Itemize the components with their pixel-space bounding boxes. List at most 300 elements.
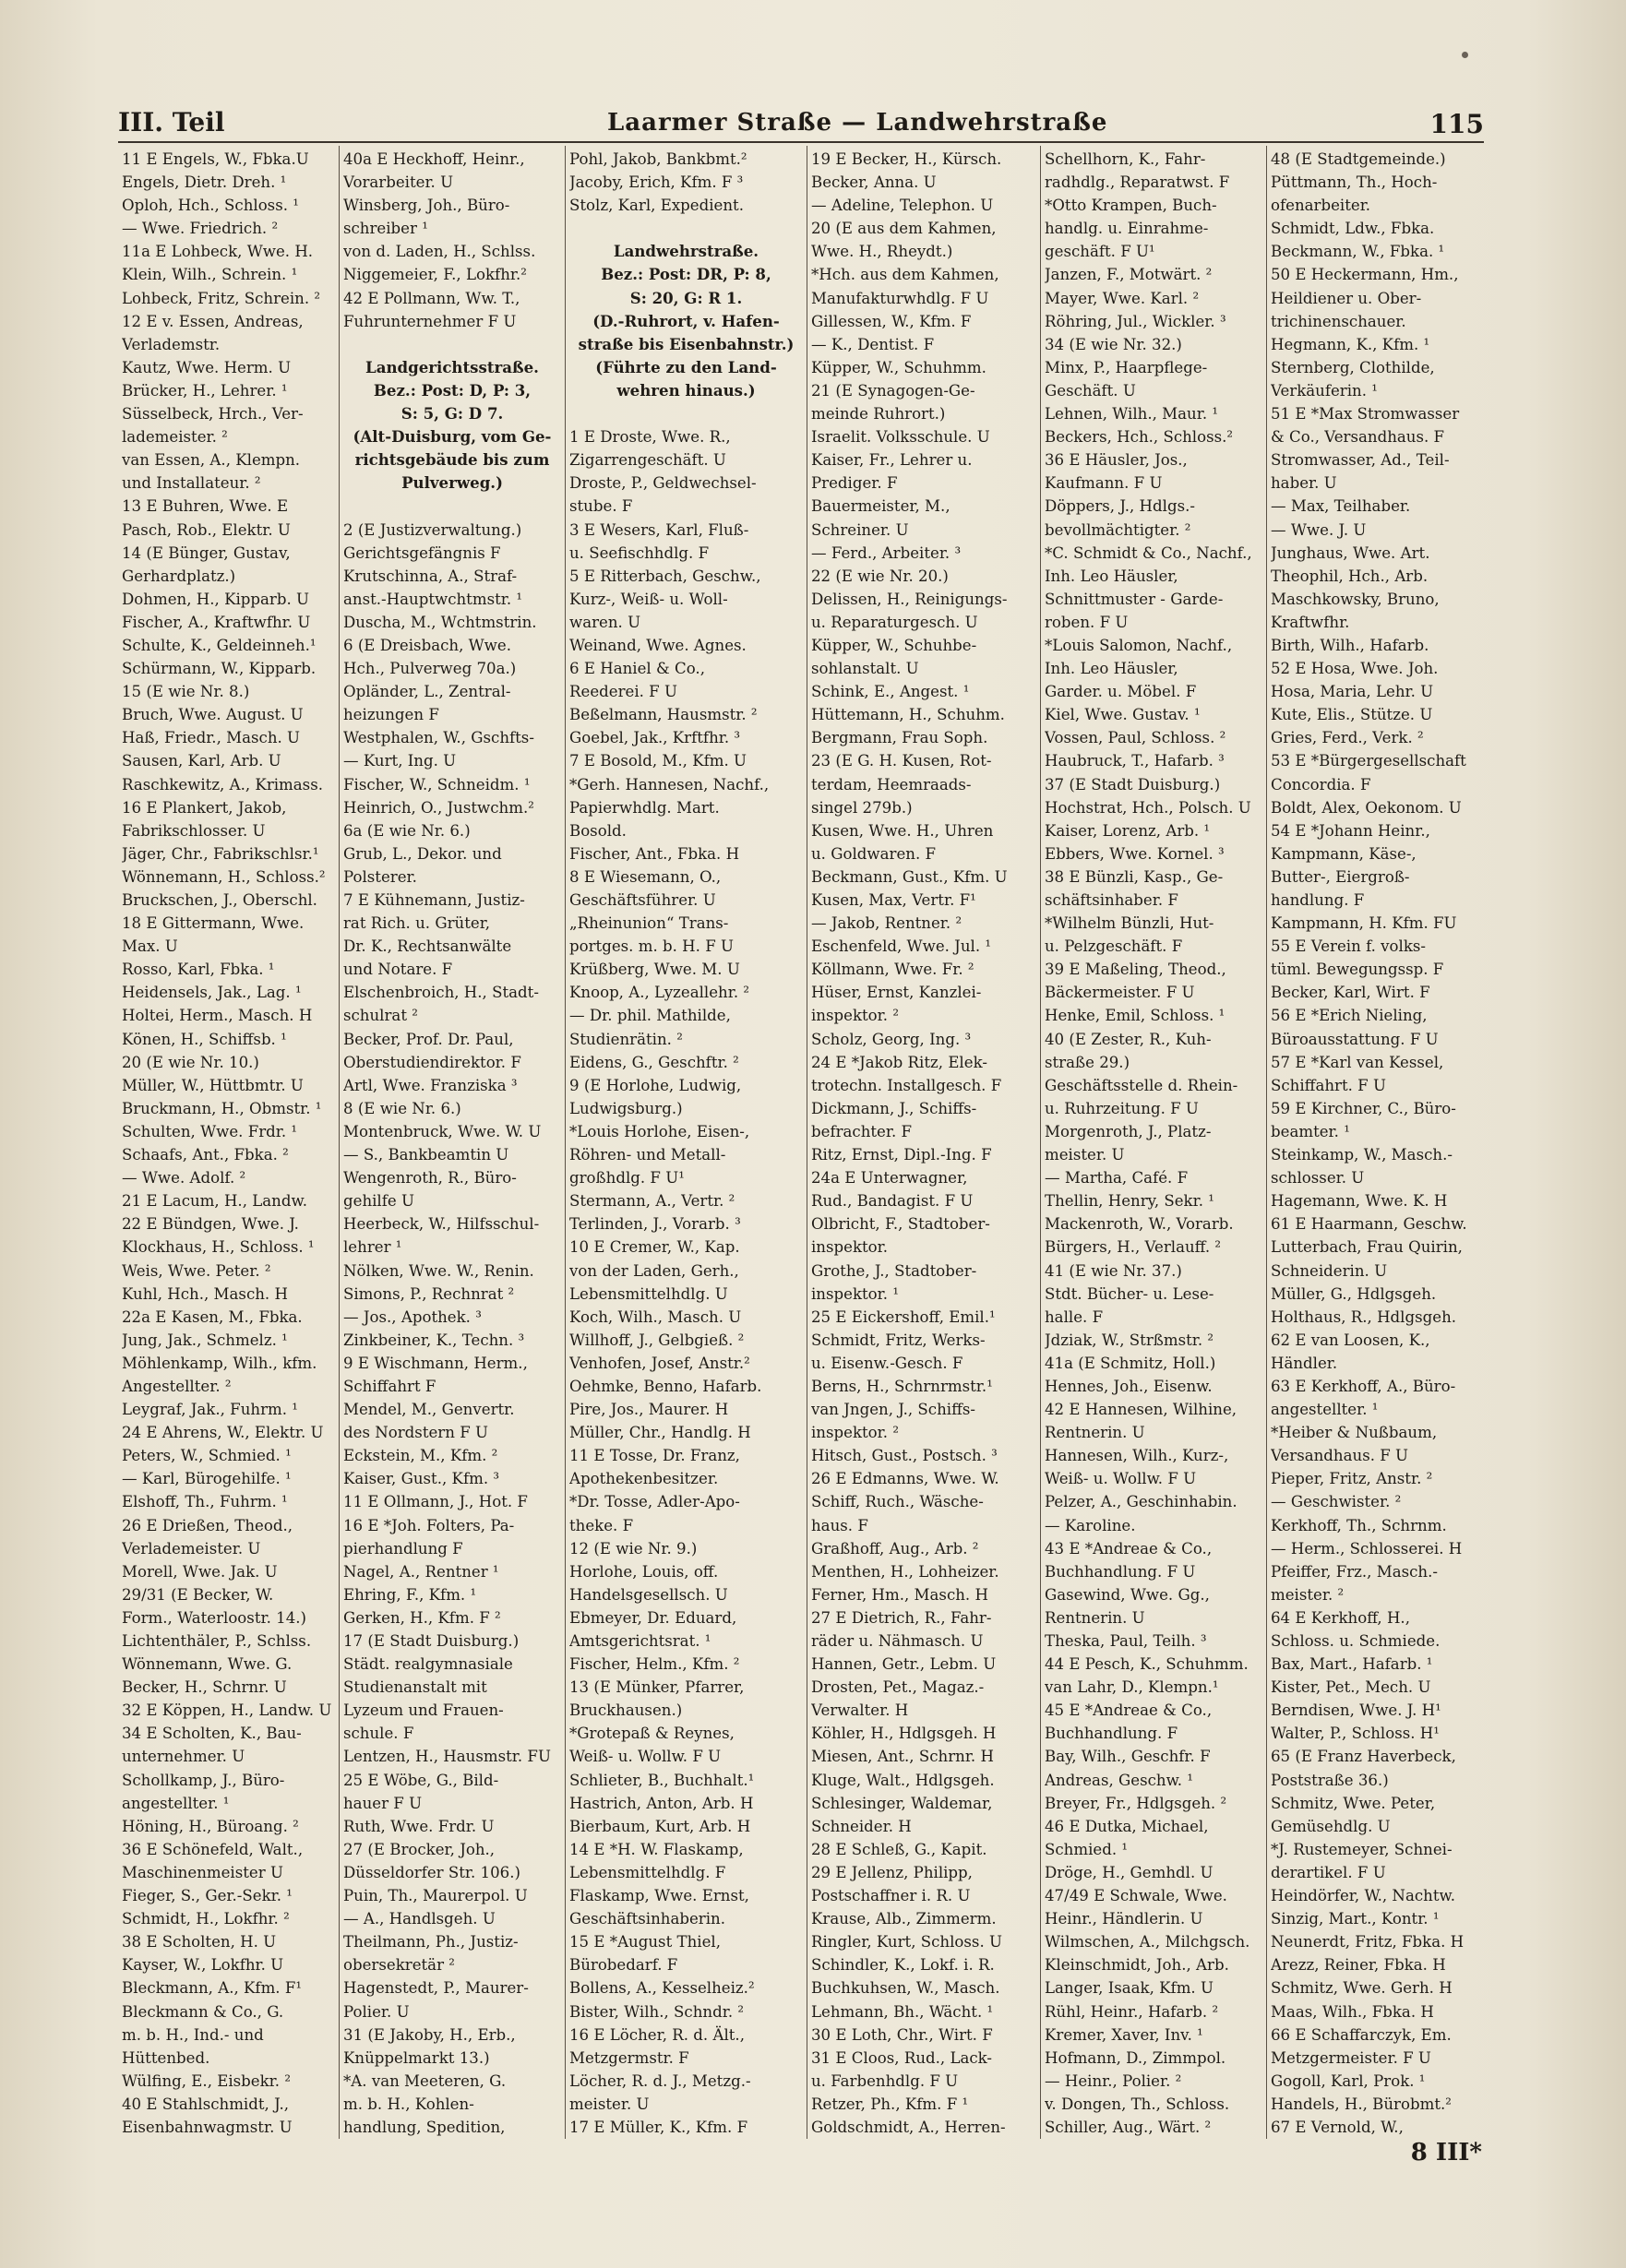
directory-entry: derartikel. F U — [1271, 1863, 1386, 1881]
directory-entry: 65 (E Franz Haverbeck, — [1271, 1748, 1456, 1766]
directory-entry: Müller, G., Hdlgsgeh. — [1271, 1284, 1437, 1303]
directory-entry: Jäger, Chr., Fabrikschlsr.¹ — [122, 844, 319, 863]
directory-entry: Goldschmidt, A., Herren- — [811, 2118, 1006, 2136]
directory-column-4 — [807, 146, 1041, 2139]
directory-entry: Krüßberg, Wwe. M. U — [569, 961, 740, 979]
directory-entry: Duscha, M., Wchtmstrin. — [343, 613, 537, 631]
directory-entry: Kaiser, Lorenz, Arb. ¹ — [1045, 821, 1211, 840]
directory-entry: Klein, Wilh., Schrein. ¹ — [122, 266, 298, 284]
directory-entry: Lyzeum und Frauen- — [343, 1701, 504, 1720]
directory-entry: u. Eisenw.-Gesch. F — [811, 1354, 963, 1372]
directory-entry: Schmitz, Wwe. Gerh. H — [1271, 1979, 1453, 1998]
directory-entry: unternehmer. U — [122, 1748, 245, 1766]
directory-entry: von d. Laden, H., Schlss. — [343, 243, 536, 261]
directory-entry: straße bis Eisenbahnstr.) — [578, 334, 795, 353]
directory-entry: befrachter. F — [811, 1122, 913, 1140]
directory-entry: 11 E Tosse, Dr. Franz, — [569, 1447, 740, 1465]
directory-entry: Hofmann, D., Zimmpol. — [1045, 2048, 1226, 2067]
directory-entry: Weiß- u. Wollw. F U — [569, 1748, 722, 1766]
directory-entry: 43 E *Andreae & Co., — [1045, 1539, 1213, 1558]
directory-entry: halle. F — [1045, 1307, 1104, 1326]
directory-entry: 13 (E Münker, Pfarrer, — [569, 1678, 745, 1697]
directory-entry: Hochstrat, Hch., Polsch. U — [1045, 798, 1251, 817]
directory-entry: Gerhardplatz.) — [122, 567, 236, 585]
directory-entry: *Grotepaß & Reynes, — [569, 1725, 735, 1743]
directory-entry: Morgenroth, J., Platz- — [1045, 1122, 1212, 1140]
directory-entry: Hannen, Getr., Lebm. U — [811, 1655, 997, 1674]
directory-entry: 19 E Becker, H., Kürsch. — [811, 150, 1002, 168]
directory-entry: schule. F — [343, 1725, 414, 1743]
directory-entry: *Hch. aus dem Kahmen, — [811, 266, 999, 284]
directory-entry: Stdt. Bücher- u. Lese- — [1045, 1284, 1214, 1303]
directory-entry: 57 E *Karl van Kessel, — [1271, 1053, 1444, 1071]
directory-entry: Krause, Alb., Zimmerm. — [811, 1910, 997, 1928]
directory-entry: 16 E *Joh. Folters, Pa- — [343, 1516, 515, 1534]
directory-entry: — Jakob, Rentner. ² — [811, 914, 962, 933]
directory-entry: — Adeline, Telephon. U — [811, 197, 994, 215]
directory-entry: (Führte zu den Land- — [595, 357, 777, 376]
directory-entry: Schiller, Aug., Wärt. ² — [1045, 2118, 1212, 2136]
directory-entry: 56 E *Erich Nieling, — [1271, 1007, 1428, 1025]
directory-entry: 45 E *Andreae & Co., — [1045, 1701, 1213, 1720]
directory-entry: Fischer, A., Kraftwfhr. U — [122, 613, 311, 631]
directory-entry: Artl, Wwe. Franziska ³ — [343, 1076, 518, 1094]
directory-entry: Geschäftsstelle d. Rhein- — [1045, 1076, 1238, 1094]
directory-entry: Beckers, Hch., Schloss.² — [1045, 428, 1234, 447]
directory-entry: straße 29.) — [1045, 1053, 1130, 1071]
directory-entry: obersekretär ² — [343, 1956, 455, 1975]
directory-entry: Müller, W., Hüttbmtr. U — [122, 1076, 304, 1094]
directory-entry: Lehmann, Bh., Wächt. ¹ — [811, 2002, 994, 2021]
directory-entry: Schink, E., Angest. ¹ — [811, 683, 970, 701]
directory-entry: Süsselbeck, Hrch., Ver- — [122, 405, 304, 424]
directory-entry: Verkäuferin. ¹ — [1271, 381, 1378, 400]
directory-entry: Zigarrengeschäft. U — [569, 451, 726, 470]
directory-entry: Pulverweg.) — [401, 473, 503, 493]
directory-entry: Bürgers, H., Verlauff. ² — [1045, 1238, 1222, 1257]
directory-entry: 38 E Scholten, H. U — [122, 1933, 277, 1952]
directory-entry: Haß, Friedr., Masch. U — [122, 729, 301, 747]
directory-entry: 28 E Schleß, G., Kapit. — [811, 1840, 987, 1858]
directory-entry: Kautz, Wwe. Herm. U — [122, 358, 292, 376]
directory-entry: & Co., Versandhaus. F — [1271, 428, 1445, 447]
directory-entry: Möhlenkamp, Wilh., kfm. — [122, 1354, 317, 1372]
directory-entry: hauer F U — [343, 1794, 423, 1812]
directory-entry: Döppers, J., Hdlgs.- — [1045, 497, 1195, 516]
directory-entry: Hegmann, K., Kfm. ¹ — [1271, 335, 1430, 353]
directory-entry: Kusen, Max, Vertr. F¹ — [811, 891, 976, 909]
directory-entry: Drosten, Pet., Magaz.- — [811, 1678, 985, 1697]
directory-entry: Mayer, Wwe. Karl. ² — [1045, 289, 1200, 307]
directory-entry: Müller, Chr., Handlg. H — [569, 1424, 751, 1442]
directory-entry: Inh. Leo Häusler, — [1045, 567, 1178, 585]
directory-entry: Schmidt, Ldw., Fbka. — [1271, 220, 1435, 238]
directory-entry: Bäckermeister. F U — [1045, 984, 1195, 1002]
directory-entry: u. Pelzgeschäft. F — [1045, 937, 1183, 956]
directory-entry: Röhring, Jul., Wickler. ³ — [1045, 312, 1226, 330]
directory-entry: Ehring, F., Kfm. ¹ — [343, 1585, 477, 1604]
directory-entry: meinde Ruhrort.) — [811, 405, 946, 424]
directory-entry: 15 E *August Thiel, — [569, 1933, 721, 1952]
directory-entry: Andreas, Geschw. ¹ — [1045, 1771, 1194, 1789]
directory-entry: ofenarbeiter. — [1271, 197, 1371, 215]
directory-entry: Arezz, Reiner, Fbka. H — [1271, 1956, 1446, 1975]
directory-entry: 1 E Droste, Wwe. R., — [569, 428, 731, 447]
directory-entry: Polsterer. — [343, 867, 417, 886]
directory-entry: Reederei. F U — [569, 683, 677, 701]
directory-entry: Städt. realgymnasiale — [343, 1655, 513, 1674]
directory-entry: 29 E Jellenz, Philipp, — [811, 1863, 973, 1881]
directory-entry: Menthen, H., Lohheizer. — [811, 1562, 999, 1581]
directory-entry: Röhren- und Metall- — [569, 1146, 726, 1164]
directory-entry: 34 E Scholten, K., Bau- — [122, 1725, 302, 1743]
directory-entry: *Dr. Tosse, Adler-Apo- — [569, 1493, 740, 1511]
directory-entry: anst.-Hauptwchtmstr. ¹ — [343, 590, 523, 608]
directory-entry: räder u. Nähmasch. U — [811, 1632, 984, 1650]
directory-entry: 14 (E Bünger, Gustav, — [122, 543, 291, 562]
directory-entry: Kaiser, Gust., Kfm. ³ — [343, 1470, 500, 1488]
directory-entry: Fischer, W., Schneidm. ¹ — [343, 775, 531, 794]
directory-entry: Bürobedarf. F — [569, 1956, 678, 1975]
directory-entry: Köhler, H., Hdlgsgeh. H — [811, 1725, 997, 1743]
directory-entry: Scholz, Georg, Ing. ³ — [811, 1030, 972, 1048]
directory-entry: Gries, Ferd., Verk. ² — [1271, 729, 1424, 747]
directory-entry: *A. van Meeteren, G. — [343, 2071, 507, 2090]
directory-entry: — Wwe. J. U — [1271, 520, 1367, 539]
directory-entry: 37 (E Stadt Duisburg.) — [1045, 775, 1221, 794]
directory-entry: 18 E Gittermann, Wwe. — [122, 914, 305, 933]
directory-entry: 22 E Bündgen, Wwe. J. — [122, 1215, 299, 1234]
directory-entry: Küpper, W., Schuhmm. — [811, 358, 986, 376]
directory-entry: Flaskamp, Wwe. Ernst, — [569, 1887, 749, 1905]
directory-entry: 41a (E Schmitz, Holl.) — [1045, 1354, 1216, 1372]
directory-entry: *Wilhelm Bünzli, Hut- — [1045, 914, 1214, 933]
directory-entry: Versandhaus. F U — [1271, 1447, 1409, 1465]
directory-entry: Landgerichtsstraße. — [365, 357, 539, 376]
directory-entry: Heidensels, Jak., Lag. ¹ — [122, 984, 302, 1002]
directory-entry: Vorarbeiter. U — [343, 173, 454, 192]
directory-entry: Morell, Wwe. Jak. U — [122, 1562, 278, 1581]
directory-entry: Boldt, Alex, Oekonom. U — [1271, 798, 1462, 817]
directory-entry: Puin, Th., Maurerpol. U — [343, 1887, 528, 1905]
directory-entry: Neunerdt, Fritz, Fbka. H — [1271, 1933, 1465, 1952]
directory-entry: 36 E Schönefeld, Walt., — [122, 1840, 304, 1858]
directory-entry: Willhoff, J., Gelbgieß. ² — [569, 1331, 745, 1349]
directory-entry: und Installateur. ² — [122, 474, 261, 493]
directory-entry: Bax, Mart., Hafarb. ¹ — [1271, 1655, 1433, 1674]
directory-entry: 11a E Lohbeck, Wwe. H. — [122, 243, 314, 261]
directory-entry: 3 E Wesers, Karl, Fluß- — [569, 520, 749, 539]
directory-entry: Hosa, Maria, Lehr. U — [1271, 683, 1434, 701]
directory-entry: Miesen, Ant., Schrnr. H — [811, 1748, 994, 1766]
directory-entry: Becker, H., Schrnr. U — [122, 1678, 287, 1697]
directory-entry: Kerkhoff, Th., Schrnm. — [1271, 1516, 1447, 1534]
directory-entry: Venhofen, Josef, Anstr.² — [569, 1354, 750, 1372]
directory-entry: Wengenroth, R., Büro- — [343, 1169, 517, 1188]
directory-entry: Lentzen, H., Hausmstr. FU — [343, 1748, 551, 1766]
pin-hole-mark — [1462, 52, 1468, 58]
directory-entry: Bruckmann, H., Obmstr. ¹ — [122, 1099, 322, 1117]
directory-entry: 7 E Bosold, M., Kfm. U — [569, 752, 747, 770]
directory-entry: Manufakturwhdlg. F U — [811, 289, 989, 307]
directory-entry: Pelzer, A., Geschinhabin. — [1045, 1493, 1237, 1511]
directory-entry: Ferner, Hm., Masch. H — [811, 1585, 988, 1604]
directory-entry: Heinrich, O., Justwchm.² — [343, 798, 534, 817]
directory-entry: 40 E Stahlschmidt, J., — [122, 2095, 289, 2113]
directory-entry: *Otto Krampen, Buch- — [1045, 197, 1217, 215]
directory-entry: Küpper, W., Schuhbe- — [811, 636, 977, 654]
directory-entry: gehilfe U — [343, 1192, 414, 1211]
directory-entry: meister. U — [1045, 1146, 1125, 1164]
directory-entry: Hennes, Joh., Eisenw. — [1045, 1377, 1213, 1395]
directory-entry: Landwehrstraße. — [613, 242, 759, 261]
directory-entry: Breyer, Fr., Hdlgsgeh. ² — [1045, 1794, 1227, 1812]
directory-entry: Eisenbahnwagmstr. U — [122, 2118, 293, 2136]
directory-entry: Goebel, Jak., Krftfhr. ³ — [569, 729, 741, 747]
directory-entry: Leygraf, Jak., Fuhrm. ¹ — [122, 1401, 298, 1419]
directory-entry: 12 (E wie Nr. 9.) — [569, 1539, 698, 1558]
directory-entry: — Martha, Café. F — [1045, 1169, 1189, 1188]
directory-entry: S: 5, G: D 7. — [401, 404, 504, 424]
page-header — [118, 103, 1484, 146]
directory-entry: Theilmann, Ph., Justiz- — [343, 1933, 519, 1952]
directory-entry: 55 E Verein f. volks- — [1271, 937, 1427, 956]
directory-entry: van Jngen, J., Schiffs- — [811, 1401, 976, 1419]
directory-entry: 14 E *H. W. Flaskamp, — [569, 1840, 744, 1858]
directory-entry: Dröge, H., Gemhdl. U — [1045, 1863, 1214, 1881]
directory-entry: 5 E Ritterbach, Geschw., — [569, 567, 761, 585]
directory-entry: Lohbeck, Fritz, Schrein. ² — [122, 289, 321, 307]
directory-entry: schäftsinhaber. F — [1045, 891, 1178, 909]
directory-entry: 22a E Kasen, M., Fbka. — [122, 1307, 303, 1326]
directory-entry: Apothekenbesitzer. — [569, 1470, 719, 1488]
directory-entry: 9 (E Horlohe, Ludwig, — [569, 1076, 742, 1094]
directory-entry: handlg. u. Einrahme- — [1045, 220, 1209, 238]
directory-entry: Schaafs, Ant., Fbka. ² — [122, 1146, 289, 1164]
directory-entry: — Heinr., Polier. ² — [1045, 2071, 1182, 2090]
directory-entry: 26 E Edmanns, Wwe. W. — [811, 1470, 999, 1488]
directory-entry: roben. F U — [1045, 613, 1129, 631]
directory-entry: Oehmke, Benno, Hafarb. — [569, 1377, 762, 1395]
directory-entry: *Louis Horlohe, Eisen-, — [569, 1122, 750, 1140]
directory-entry: pierhandlung F — [343, 1539, 463, 1558]
section-label: III. Teil — [118, 107, 225, 137]
directory-entry: Pieper, Fritz, Anstr. ² — [1271, 1470, 1433, 1488]
directory-entry: 42 E Hannesen, Wilhine, — [1045, 1401, 1237, 1419]
directory-entry: Kayser, W., Lokfhr. U — [122, 1956, 284, 1975]
directory-column-6 — [1267, 146, 1484, 2139]
directory-entry: Wönnemann, H., Schloss.² — [122, 867, 326, 886]
directory-entry: tüml. Bewegungssp. F — [1271, 961, 1444, 979]
directory-entry: — Jos., Apothek. ³ — [343, 1307, 482, 1326]
directory-entry: Grub, L., Dekor. und — [343, 844, 502, 863]
directory-entry: — Karl, Bürogehilfe. ¹ — [122, 1470, 292, 1488]
directory-entry: Püttmann, Th., Hoch- — [1271, 173, 1438, 192]
directory-entry: Mendel, M., Genvertr. — [343, 1401, 515, 1419]
directory-column-5 — [1041, 146, 1267, 2139]
directory-entry: 11 E Engels, W., Fbka.U — [122, 150, 309, 168]
directory-entry: Geschäftsinhaberin. — [569, 1910, 726, 1928]
directory-entry: Simons, P., Rechnrat ² — [343, 1284, 515, 1303]
directory-entry: Eschenfeld, Wwe. Jul. ¹ — [811, 937, 992, 956]
directory-entry: Gillessen, W., Kfm. F — [811, 312, 972, 330]
directory-entry: — S., Bankbeamtin U — [343, 1146, 509, 1164]
directory-entry: 27 (E Brocker, Joh., — [343, 1840, 496, 1858]
directory-entry: Wilmschen, A., Milchgsch. — [1045, 1933, 1250, 1952]
directory-entry: Schulte, K., Geldeinneh.¹ — [122, 636, 317, 654]
directory-entry: Hastrich, Anton, Arb. H — [569, 1794, 754, 1812]
directory-entry: 50 E Heckermann, Hm., — [1271, 266, 1459, 284]
directory-entry: Junghaus, Wwe. Art. — [1271, 543, 1430, 562]
directory-entry: Fuhrunternehmer F U — [343, 312, 517, 330]
directory-entry: Bollens, A., Kesselheiz.² — [569, 1979, 755, 1998]
directory-entry: theke. F — [569, 1516, 634, 1534]
directory-entry: Gemüsehdlg. U — [1271, 1817, 1391, 1835]
directory-entry: Schnittmuster - Garde- — [1045, 590, 1224, 608]
directory-entry: 54 E *Johann Heinr., — [1271, 821, 1430, 840]
directory-entry: Maschinenmeister U — [122, 1863, 283, 1881]
directory-entry: Henke, Emil, Schloss. ¹ — [1045, 1007, 1225, 1025]
directory-entry: Birth, Wilh., Hafarb. — [1271, 636, 1429, 654]
directory-entry: Winsberg, Joh., Büro- — [343, 197, 510, 215]
directory-entry: Brücker, H., Lehrer. ¹ — [122, 381, 288, 400]
directory-entry: Buchkuhsen, W., Masch. — [811, 1979, 1000, 1998]
directory-entry: Concordia. F — [1271, 775, 1371, 794]
directory-entry: Max. U — [122, 937, 178, 956]
directory-entry: Hüttenbed. — [122, 2048, 210, 2067]
directory-entry: van Lahr, D., Klempn.¹ — [1045, 1678, 1219, 1697]
directory-entry: Schiffahrt. F U — [1271, 1076, 1386, 1094]
directory-entry: Terlinden, J., Vorarb. ³ — [569, 1215, 741, 1234]
directory-entry: 47/49 E Schwale, Wwe. — [1045, 1887, 1227, 1905]
directory-entry: Weiß- u. Wollw. F U — [1045, 1470, 1197, 1488]
directory-entry: Schneider. H — [811, 1817, 912, 1835]
directory-entry: 10 E Cremer, W., Kap. — [569, 1238, 740, 1257]
directory-entry: Bierbaum, Kurt, Arb. H — [569, 1817, 751, 1835]
directory-entry: waren. U — [569, 613, 641, 631]
directory-entry: Graßhoff, Aug., Arb. ² — [811, 1539, 979, 1558]
directory-entry: — Ferd., Arbeiter. ³ — [811, 543, 962, 562]
directory-entry: 32 E Köppen, H., Landw. U — [122, 1701, 332, 1720]
directory-entry: 23 (E G. H. Kusen, Rot- — [811, 752, 992, 770]
directory-entry: Ebbers, Wwe. Kornel. ³ — [1045, 844, 1225, 863]
directory-entry: Becker, Prof. Dr. Paul, — [343, 1030, 514, 1048]
directory-entry: 11 E Ollmann, J., Hot. F — [343, 1493, 528, 1511]
directory-entry: meister. U — [569, 2095, 650, 2113]
directory-entry: 36 E Häusler, Jos., — [1045, 451, 1188, 470]
directory-entry: beamter. ¹ — [1271, 1122, 1350, 1140]
directory-entry: 64 E Kerkhoff, H., — [1271, 1608, 1410, 1627]
directory-entry: Garder. u. Möbel. F — [1045, 683, 1197, 701]
directory-entry: 20 (E aus dem Kahmen, — [811, 220, 997, 238]
directory-entry: 26 E Drießen, Theod., — [122, 1516, 293, 1534]
directory-entry: Angestellter. ² — [122, 1377, 232, 1395]
directory-entry: 41 (E wie Nr. 37.) — [1045, 1261, 1182, 1280]
directory-entry: 61 E Haarmann, Geschw. — [1271, 1215, 1467, 1234]
directory-entry: u. Ruhrzeitung. F U — [1045, 1099, 1199, 1117]
directory-entry: Schiffahrt F — [343, 1377, 436, 1395]
directory-entry: 24 E *Jakob Ritz, Elek- — [811, 1053, 987, 1071]
directory-entry: schulrat ² — [343, 1007, 418, 1025]
directory-entry: 59 E Kirchner, C., Büro- — [1271, 1099, 1456, 1117]
directory-entry: Olbricht, F., Stadtober- — [811, 1215, 990, 1234]
directory-entry: Steinkamp, W., Masch.- — [1271, 1146, 1453, 1164]
directory-entry: 24 E Ahrens, W., Elektr. U — [122, 1424, 324, 1442]
directory-entry: lehrer ¹ — [343, 1238, 402, 1257]
directory-entry: Heinr., Händlerin. U — [1045, 1910, 1203, 1928]
directory-entry: richtsgebäude bis zum — [354, 450, 550, 470]
directory-entry: Ebmeyer, Dr. Eduard, — [569, 1608, 737, 1627]
directory-entry: — Geschwister. ² — [1271, 1493, 1402, 1511]
directory-entry: Gasewind, Wwe. Gg., — [1045, 1585, 1210, 1604]
directory-entry: Dickmann, J., Schiffs- — [811, 1099, 977, 1117]
directory-entry: handlung. F — [1271, 891, 1365, 909]
directory-entry: 42 E Pollmann, Ww. T., — [343, 289, 520, 307]
directory-entry: 17 (E Stadt Duisburg.) — [343, 1632, 520, 1650]
directory-columns — [118, 146, 1484, 2139]
directory-entry: Schmied. ¹ — [1045, 1840, 1129, 1858]
directory-entry: wehren hinaus.) — [616, 380, 756, 400]
street-range-title: Laarmer Straße — Landwehrstraße — [607, 109, 1108, 137]
directory-entry: 46 E Dutka, Michael, — [1045, 1817, 1209, 1835]
directory-entry: Becker, Anna. U — [811, 173, 937, 192]
directory-entry: u. Reparaturgesch. U — [811, 613, 978, 631]
directory-entry: 25 E Eickershoff, Emil.¹ — [811, 1307, 996, 1326]
directory-entry: Eidens, G., Geschftr. ² — [569, 1053, 739, 1071]
directory-entry: Janzen, F., Motwärt. ² — [1045, 266, 1213, 284]
directory-entry: Höning, H., Büroang. ² — [122, 1817, 299, 1835]
directory-entry: Theophil, Hch., Arb. — [1271, 567, 1429, 585]
directory-entry: Wülfing, E., Eisbekr. ² — [122, 2071, 291, 2090]
directory-entry: 62 E van Loosen, K., — [1271, 1331, 1430, 1349]
directory-entry: Verlademeister. U — [122, 1539, 261, 1558]
directory-entry: 7 E Kühnemann, Justiz- — [343, 891, 525, 909]
directory-entry: Schmitz, Wwe. Peter, — [1271, 1794, 1436, 1812]
directory-entry: Opländer, L., Zentral- — [343, 683, 511, 701]
directory-entry: 66 E Schaffarczyk, Em. — [1271, 2025, 1452, 2044]
directory-entry: Holtei, Herm., Masch. H — [122, 1007, 313, 1025]
directory-entry: rat Rich. u. Grüter, — [343, 914, 491, 933]
directory-entry: 21 E Lacum, H., Landw. — [122, 1192, 307, 1211]
directory-entry: Jdziak, W., Strßmstr. ² — [1045, 1331, 1214, 1349]
directory-entry: Bleckmann, A., Kfm. F¹ — [122, 1979, 303, 1998]
directory-entry: 16 E Plankert, Jakob, — [122, 798, 287, 817]
directory-entry: Kurz-, Weiß- u. Woll- — [569, 590, 728, 608]
directory-entry: *Heiber & Nußbaum, — [1271, 1424, 1438, 1442]
directory-entry: angestellter. ¹ — [1271, 1401, 1379, 1419]
directory-entry: angestellter. ¹ — [122, 1794, 230, 1812]
directory-entry: m. b. H., Kohlen- — [343, 2095, 474, 2113]
directory-entry: — Karoline. — [1045, 1516, 1136, 1534]
directory-entry: Papierwhdlg. Mart. — [569, 798, 720, 817]
directory-entry: bevollmächtigter. ² — [1045, 520, 1191, 539]
directory-entry: Bosold. — [569, 821, 627, 840]
directory-entry: von der Laden, Gerh., — [569, 1261, 739, 1280]
directory-entry: Hch., Pulverweg 70a.) — [343, 660, 517, 678]
directory-entry: haber. U — [1271, 474, 1337, 493]
directory-entry: Ruth, Wwe. Frdr. U — [343, 1817, 495, 1835]
directory-entry: Sinzig, Mart., Kontr. ¹ — [1271, 1910, 1440, 1928]
directory-entry: Schneiderin. U — [1271, 1261, 1388, 1280]
directory-entry: *Louis Salomon, Nachf., — [1045, 636, 1233, 654]
directory-entry: Rosso, Karl, Fbka. ¹ — [122, 961, 275, 979]
directory-entry: Klockhaus, H., Schloss. ¹ — [122, 1238, 315, 1257]
directory-column-3 — [566, 146, 807, 2139]
directory-entry: 6 E Haniel & Co., — [569, 660, 705, 678]
directory-entry: Eckstein, M., Kfm. ² — [343, 1447, 498, 1465]
directory-entry: inspektor. — [811, 1238, 889, 1257]
directory-entry: Schmidt, H., Lokfhr. ² — [122, 1910, 290, 1928]
